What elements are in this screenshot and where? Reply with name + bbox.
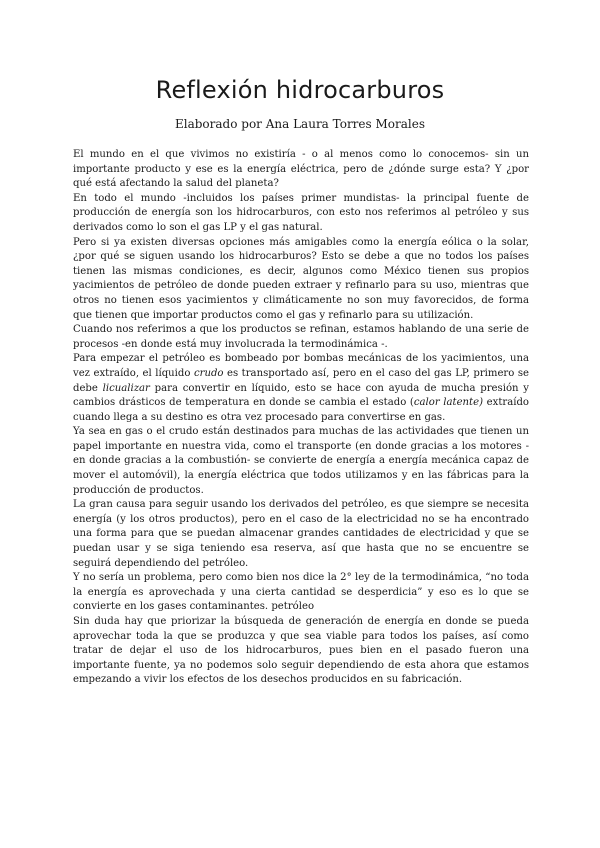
italic-term: licualizar bbox=[102, 382, 150, 394]
paragraph: Pero si ya existen diversas opciones más amigables como la energía eólica o la solar, ¿por qué se siguen usando los hidrocarburos? Esto se debe a que no todos los países tienen las mismas condiciones, es decir, algunos como México tienen sus propios yacimientos de petróleo de donde pueden extraer y refinarlo para su uso, mientras que otros no tienen esos yacimientos y climáticamente no son muy favorecidos, de forma que tienen que importar productos como el gas y refinarlo para su utilización. bbox=[73, 236, 529, 321]
italic-term: crudo bbox=[193, 367, 224, 379]
document-title: Reflexión hidrocarburos bbox=[155, 76, 445, 104]
paragraph: Cuando nos referimos a que los productos se refinan, estamos hablando de una serie de procesos -en donde está muy involucrada la termodinámica -. bbox=[73, 324, 529, 350]
italic-term: calor latente) bbox=[413, 397, 484, 409]
paragraph: Para empezar el petróleo es bombeado por bombas mecánicas de los yacimientos, una vez extraído, el líquido crudo es transportado así, pero en el caso del gas LP, primero se debe licualizar para convertir en líquido, esto se hace con ayuda de mucha presión y cambios drásticos de temperatura en donde se cambia el estado (calor latente) extraído cuando llega a su destino es otra vez procesado para convertirse en gas. bbox=[73, 353, 529, 423]
paragraph: La gran causa para seguir usando los derivados del petróleo, es que siempre se necesita energía (y los otros productos), pero en el caso de la electricidad no se ha encontrado una forma para que se puedan almacenar grandes cantidades de electricidad y que se puedan usar y se siga teniendo esa reserva, así que hasta que no se encuentre se seguirá dependiendo del petróleo. bbox=[73, 499, 529, 569]
paragraph: Ya sea en gas o el crudo están destinados para muchas de las actividades que tienen un papel importante en nuestra vida, como el transporte (en donde gracias a los motores -en donde gracias a la combustión- se convierte de energía a energía mecánica capaz de mover el automóvil), la energía eléctrica que todos utilizamos y en las fábricas para la producción de productos. bbox=[73, 426, 529, 496]
document-body bbox=[73, 148, 529, 688]
document-author: Elaborado por Ana Laura Torres Morales bbox=[175, 117, 425, 131]
paragraph: Sin duda hay que priorizar la búsqueda de generación de energía en donde se pueda aprovechar toda la que se produzca y que sea viable para todos los países, así como tratar de dejar el uso de los hidrocarburos, pues bien en el pasado fueron una importante fuente, ya no podemos solo seguir dependiendo de esta ahora que estamos empezando a vivir los efectos de los desechos producidos en su fabricación. bbox=[73, 616, 529, 686]
paragraph: En todo el mundo -incluidos los países primer mundistas- la principal fuente de producción de energía son los hidrocarburos, con esto nos referimos al petróleo y sus derivados como lo son el gas LP y el gas natural. bbox=[73, 192, 529, 233]
paragraph: El mundo en el que vivimos no existiría - o al menos como lo conocemos- sin un importante producto y ese es la energía eléctrica, pero de ¿dónde surge esta? Y ¿por qué está afectando la salud del planeta? bbox=[73, 149, 529, 190]
paragraph: Y no sería un problema, pero como bien nos dice la 2° ley de la termodinámica, “no toda la energía es aprovechada y una cierta cantidad se desperdicia” y eso es lo que se convierte en los gases contaminantes. petróleo bbox=[73, 572, 529, 613]
